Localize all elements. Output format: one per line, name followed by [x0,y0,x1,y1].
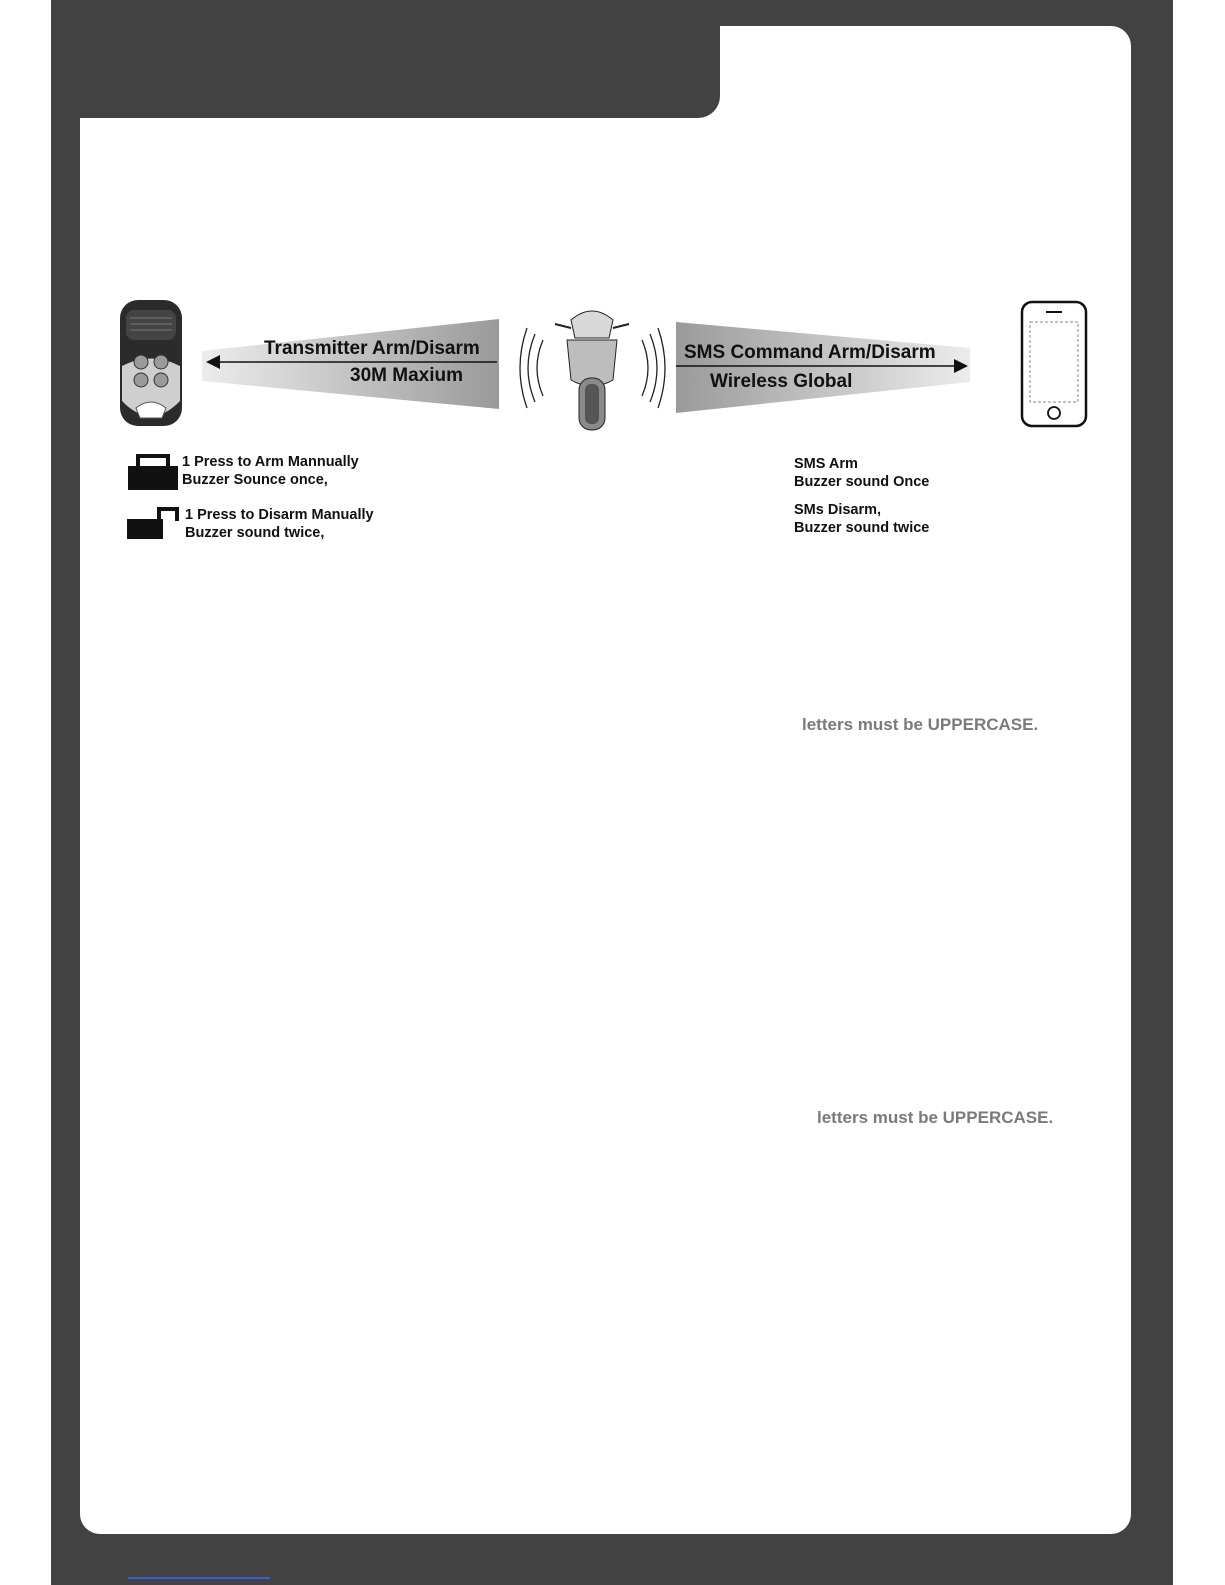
content-sheet [80,26,1131,1534]
padlock-unlocked-icon [127,505,181,539]
transmitter-band-title: Transmitter Arm/Disarm [264,338,480,359]
sms-disarm-line1: SMs Disarm, [794,502,882,518]
header-tab [80,18,720,118]
uppercase-note-2: letters must be UPPERCASE. [817,1108,1054,1127]
motorcycle-icon [525,300,660,435]
arm-manual-line2: Buzzer Sounce once, [182,472,328,488]
sms-disarm-line2: Buzzer sound twice [794,520,930,536]
transmitter-band-range: 30M Maxium [350,365,463,386]
remote-key-fob-icon [116,296,186,430]
disarm-manual-line2: Buzzer sound twice, [185,525,325,541]
sms-band-range: Wireless Global [710,371,853,392]
sms-arm-line1: SMS Arm [794,456,858,472]
arm-manual-line1: 1 Press to Arm Mannually [182,454,359,470]
smartphone-icon [1020,300,1090,430]
padlock-locked-icon [128,452,178,490]
uppercase-note-1: letters must be UPPERCASE. [802,715,1039,734]
sms-range-band [676,320,972,415]
sms-arm-line2: Buzzer sound Once [794,474,930,490]
transmitter-range-band [200,316,502,411]
disarm-manual-line1: 1 Press to Disarm Manually [185,507,374,523]
footer-link-underline[interactable] [128,1577,270,1579]
sms-band-title: SMS Command Arm/Disarm [684,342,936,363]
